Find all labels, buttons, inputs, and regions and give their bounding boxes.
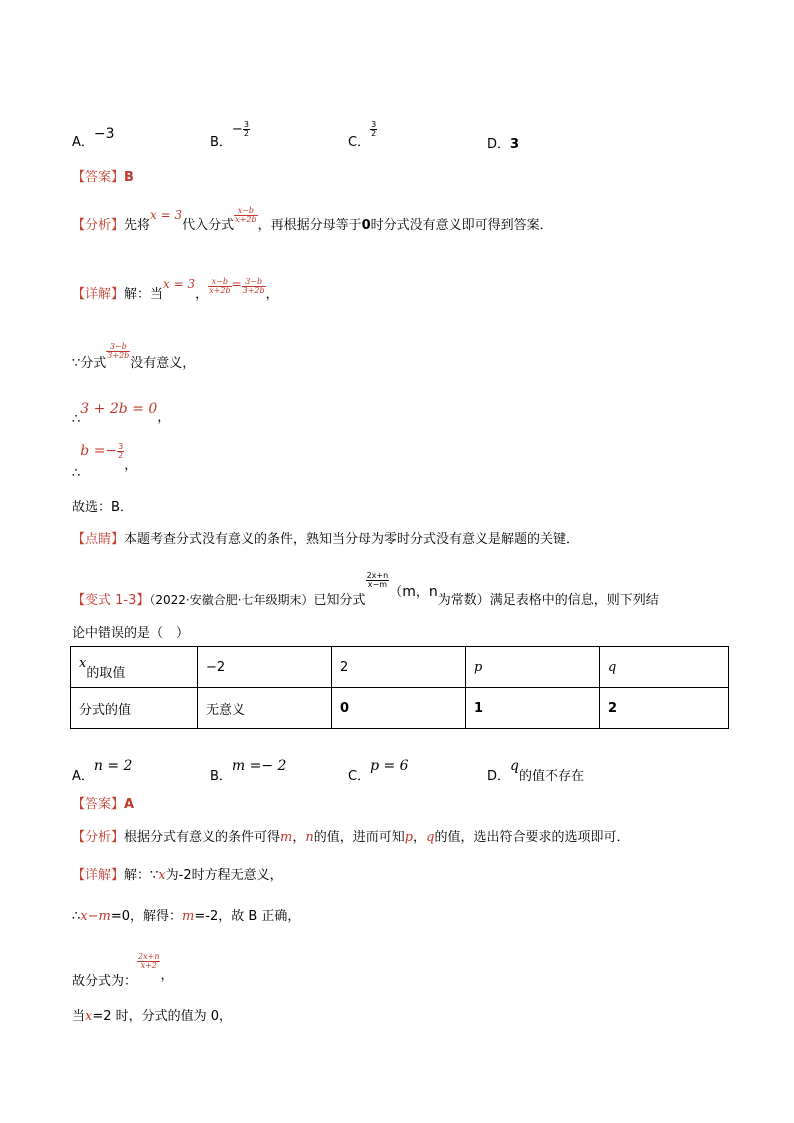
option-b: B．− $\frac{3}{2}$: [210, 119, 249, 150]
answer-line: 【答案】B: [72, 170, 134, 185]
choose-line: 故选：B．: [72, 500, 133, 515]
when-line: 当x=2 时，分式的值为 0，: [72, 1009, 233, 1024]
option-b: B．m =− 2: [210, 758, 287, 784]
therefore-line: ∴x−m=0，解得：m=-2，故 B 正确，: [72, 909, 301, 924]
fraction: $\frac{2x+n}{x+2}$: [138, 951, 160, 970]
question-header: 【变式 1-3】（2022·安徽合肥·七年级期末）已知分式 $\frac{2x+n}{x-m}$ （m，n为常数）满足表格中的信息，则下列结: [72, 570, 659, 608]
table-cell: q: [600, 647, 729, 688]
because-line: ∵分式 $\frac{3-b}{3+2b}$ 没有意义，: [72, 341, 196, 371]
fraction: $\frac{x-b}{x+2b}$: [235, 205, 257, 224]
table-row: [71, 647, 729, 688]
option-a: A．−3: [72, 126, 115, 150]
table-row: [71, 688, 729, 729]
table-cell: 2: [332, 647, 466, 688]
analysis-line: 【分析】先将x = 3代入分式 $\frac{x-b}{x+2b}$ ，再根据分母等于0时分式没有意义即可得到答案．: [72, 205, 553, 233]
table-cell: 0: [332, 688, 466, 729]
fraction: $\frac{3}{2}$: [118, 441, 124, 460]
table-cell: p: [466, 647, 600, 688]
fraction: $\frac{x-b}{x+2b}$: [209, 276, 231, 295]
analysis-line: 【分析】根据分式有意义的条件可得m，n的值，进而可知p，q的值，选出符合要求的选项即可．: [72, 830, 630, 845]
detail-line: 【详解】解：当x = 3， $\frac{x-b}{x+2b}$ = $\frac{3-b}{3+2b}$ ，: [72, 276, 279, 302]
fraction: $\frac{3}{2}$: [371, 119, 377, 138]
table-cell: x的取值: [71, 647, 198, 688]
comment-line: 【点睛】本题考查分式没有意义的条件，熟知当分母为零时分式没有意义是解题的关键．: [72, 532, 580, 547]
therefore-line-2: ∴b =− $\frac{3}{2}$ ，: [72, 441, 138, 481]
option-a: A．n = 2: [72, 758, 133, 784]
fraction: $\frac{2x+n}{x-m}$: [366, 570, 389, 589]
fraction-line: 故分式为： $\frac{2x+n}{x+2}$ ，: [72, 951, 174, 989]
question-header-line2: 论中错误的是（ ）: [72, 626, 190, 641]
table-cell: 2: [600, 688, 729, 729]
answer-line: 【答案】A: [72, 797, 135, 812]
detail-line: 【详解】解：∵x为-2时方程无意义，: [72, 868, 283, 883]
table-cell: −2: [198, 647, 332, 688]
option-d: D．q的值不存在: [487, 758, 584, 784]
fraction: $\frac{3-b}{3+2b}$: [107, 341, 130, 360]
table-cell: 1: [466, 688, 600, 729]
fraction: $\frac{3}{2}$: [243, 119, 249, 138]
option-d: D．3: [487, 137, 520, 152]
option-c: C． $\frac{3}{2}$: [348, 119, 377, 150]
therefore-line-1: ∴3 + 2b = 0，: [72, 401, 171, 427]
fraction: $\frac{3-b}{3+2b}$: [242, 276, 265, 295]
option-c: C．p = 6: [348, 758, 409, 784]
info-table: [70, 646, 729, 729]
table-cell: 无意义: [198, 688, 332, 729]
table-cell: 分式的值: [71, 688, 198, 729]
